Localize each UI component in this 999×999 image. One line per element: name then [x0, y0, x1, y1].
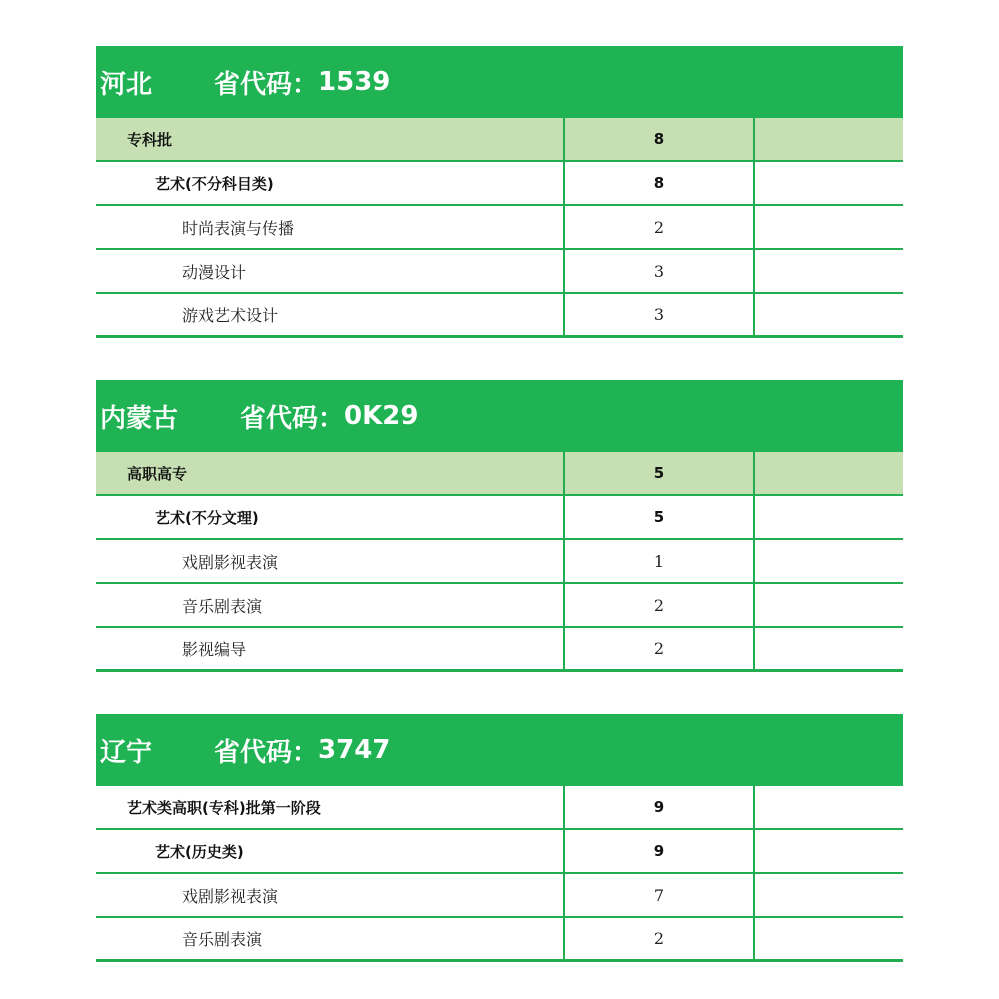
major-name: 动漫设计	[182, 262, 247, 282]
province-section-hebei	[96, 46, 903, 338]
major-row	[96, 250, 903, 294]
major-row	[96, 540, 903, 584]
province-code-label: 省代码：	[214, 737, 319, 768]
major-name: 音乐剧表演	[182, 930, 263, 949]
province-name: 内蒙古	[100, 403, 179, 434]
category-row	[96, 496, 903, 540]
category-name: 艺术(不分文理)	[155, 508, 259, 527]
batch-count: 8	[563, 118, 753, 160]
empty-cell	[753, 786, 903, 828]
major-name: 游戏艺术设计	[182, 306, 279, 325]
province-code-value: 1539	[318, 67, 391, 97]
province-name: 河北	[100, 69, 153, 100]
major-name: 音乐剧表演	[182, 596, 263, 616]
major-row	[96, 584, 903, 628]
category-name: 艺术(历史类)	[155, 842, 244, 861]
empty-cell	[753, 162, 903, 204]
empty-cell	[753, 250, 903, 292]
category-row	[96, 830, 903, 874]
major-name: 戏剧影视表演	[182, 552, 279, 572]
category-count: 8	[563, 162, 753, 204]
province-header	[96, 714, 903, 786]
empty-cell	[753, 874, 903, 916]
major-row	[96, 918, 903, 962]
batch-count: 9	[563, 786, 753, 828]
major-count: 3	[563, 250, 753, 292]
category-count: 5	[563, 496, 753, 538]
empty-cell	[753, 584, 903, 626]
batch-name: 专科批	[127, 130, 173, 149]
empty-cell	[753, 206, 903, 248]
major-count: 2	[563, 918, 753, 959]
empty-cell	[753, 118, 903, 160]
province-code-label: 省代码：	[240, 403, 345, 434]
batch-name: 高职高专	[127, 464, 188, 483]
province-code-label: 省代码：	[214, 69, 319, 100]
province-header	[96, 380, 903, 452]
batch-count: 5	[563, 452, 753, 494]
province-code-value: 3747	[318, 735, 391, 765]
empty-cell	[753, 540, 903, 582]
batch-row	[96, 452, 903, 496]
major-count: 7	[563, 874, 753, 916]
empty-cell	[753, 830, 903, 872]
empty-cell	[753, 294, 903, 335]
major-count: 2	[563, 628, 753, 669]
category-name: 艺术(不分科目类)	[155, 174, 274, 193]
category-row	[96, 162, 903, 206]
enrollment-plan-page	[96, 46, 903, 962]
empty-cell	[753, 452, 903, 494]
empty-cell	[753, 628, 903, 669]
major-row	[96, 294, 903, 338]
batch-row	[96, 786, 903, 830]
major-count: 2	[563, 206, 753, 248]
major-row	[96, 628, 903, 672]
major-name: 时尚表演与传播	[182, 218, 295, 238]
major-name: 影视编导	[182, 640, 247, 659]
major-count: 1	[563, 540, 753, 582]
batch-row	[96, 118, 903, 162]
major-count: 2	[563, 584, 753, 626]
province-section-liaoning	[96, 714, 903, 962]
major-row	[96, 874, 903, 918]
province-header	[96, 46, 903, 118]
empty-cell	[753, 496, 903, 538]
category-count: 9	[563, 830, 753, 872]
batch-name: 艺术类高职(专科)批第一阶段	[127, 798, 321, 817]
empty-cell	[753, 918, 903, 959]
province-name: 辽宁	[100, 737, 153, 768]
major-row	[96, 206, 903, 250]
major-count: 3	[563, 294, 753, 335]
major-name: 戏剧影视表演	[182, 886, 279, 906]
province-section-neimenggu	[96, 380, 903, 672]
province-code-value: 0K29	[344, 401, 419, 431]
